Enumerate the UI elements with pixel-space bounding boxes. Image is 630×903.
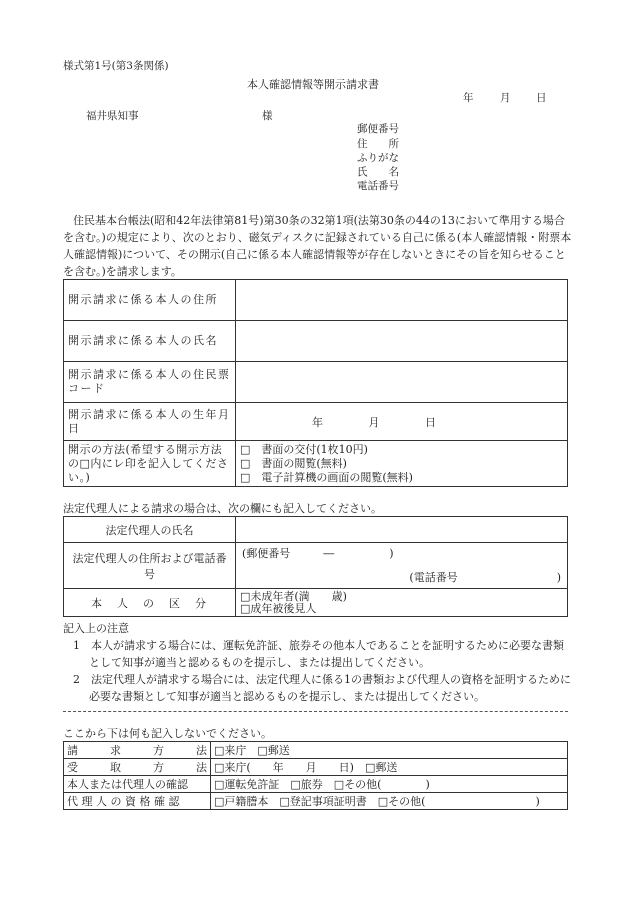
- requester-furigana-label: ふりがな: [357, 152, 399, 164]
- disclosure-method-options: [236, 441, 568, 487]
- disclosure-method-label: 開示の方法(希望する開示方法の□内にレ印を記入してください。): [64, 441, 236, 487]
- requester-address-label: 住 所: [357, 138, 399, 150]
- office-row-value: □運転免許証 □旅券 □その他( ): [211, 776, 568, 793]
- disclosure-request-table: [63, 279, 568, 487]
- office-row-label: 代 理 人 の 資 格 確 認: [64, 793, 211, 810]
- agent-postal-code: (郵便番号 ― ): [242, 546, 394, 560]
- agent-address-label: 法定代理人の住所および電話番号: [64, 543, 236, 589]
- date-month-label: 月: [500, 92, 511, 104]
- requester-postal-label: 郵便番号: [357, 123, 399, 135]
- method-option-paper-copy[interactable]: □ 書面の交付(1枚10円): [240, 442, 368, 456]
- method-option-screen-view[interactable]: □ 電子計算機の画面の閲覧(無料): [240, 470, 413, 484]
- legal-agent-table: [63, 516, 568, 617]
- office-row-value: □来庁 □郵送: [211, 742, 568, 759]
- honorific: 様: [262, 110, 273, 122]
- office-row-label: 本人または代理人の確認: [64, 776, 211, 793]
- office-row-value: □来庁( 年 月 日) □郵送: [211, 759, 568, 776]
- agent-name-label: 法定代理人の氏名: [64, 517, 236, 543]
- dob-day-label: 日: [425, 415, 436, 429]
- subject-address-field[interactable]: [236, 280, 568, 321]
- date-day-label: 日: [536, 92, 547, 104]
- notes-heading: 記入上の注意: [63, 622, 129, 635]
- method-option-paper-view[interactable]: □ 書面の閲覧(無料): [240, 456, 347, 470]
- dob-month-label: 月: [368, 415, 380, 429]
- subject-name-field[interactable]: [236, 321, 568, 362]
- subject-resident-code-field[interactable]: [236, 362, 568, 403]
- subject-address-label: 開示請求に係る本人の住所: [64, 280, 236, 321]
- note-item: 1 本人が請求する場合には、運転免許証、旅券その他本人であることを証明するために必要な書類として知事が適当と認めるものを提示し、または提出してください。: [73, 639, 564, 669]
- form-number: 様式第1号(第3条関係): [63, 60, 169, 72]
- requester-name-label: 氏 名: [357, 166, 399, 178]
- subject-name-label: 開示請求に係る本人の氏名: [64, 321, 236, 362]
- subject-resident-code-label: 開示請求に係る本人の住民票コード: [64, 362, 236, 403]
- principal-category-label: 本 人 の 区 分: [64, 589, 236, 617]
- date-year-label: 年: [463, 92, 474, 104]
- category-option-adult-ward[interactable]: □成年被後見人: [240, 601, 317, 615]
- office-use-table: [63, 741, 568, 810]
- addressee: 福井県知事: [86, 110, 139, 122]
- agent-phone-number: (電話番号 ): [409, 570, 561, 584]
- form-title: 本人確認情報等開示請求書: [247, 78, 379, 91]
- requester-phone-label: 電話番号: [357, 180, 399, 192]
- category-option-minor[interactable]: □未成年者(満 歳): [240, 589, 347, 603]
- cut-line-divider: [63, 711, 568, 712]
- office-row-label: 請 求 方 法: [64, 742, 211, 759]
- agent-address-field[interactable]: [236, 543, 568, 589]
- agent-instruction: 法定代理人による請求の場合は、次の欄にも記入してください。: [63, 502, 382, 515]
- dob-year-label: 年: [312, 415, 323, 429]
- subject-dob-field[interactable]: [236, 403, 568, 441]
- subject-dob-label: 開示請求に係る本人の生年月日: [64, 403, 236, 441]
- note-item: 2 法定代理人が請求する場合には、法定代理人に係る1の書類および代理人の資格を証明するために必要な書類として知事が適当と認めるものを提示し、または提出してください。: [73, 673, 571, 703]
- office-use-instruction: ここから下は何も記入しないでください。: [63, 727, 272, 740]
- principal-category-options: [236, 589, 568, 617]
- office-row-value: □戸籍謄本 □登記事項証明書 □その他( ): [211, 793, 568, 810]
- request-statement: 住民基本台帳法(昭和42年法律第81号)第30条の32第1項(法第30条の44の13において準用する場合を含む。)の規定により、次のとおり、磁気ディスクに記録されている自己に係る(本人確認情報・附票本人確認情報)について、その開示(自己に係る本人確認情報等が存在しないときにその旨を知らせることを含む。)を請求します。: [63, 214, 572, 278]
- agent-name-field[interactable]: [236, 517, 568, 543]
- office-row-label: 受 取 方 法: [64, 759, 211, 776]
- notes-section: [63, 620, 573, 705]
